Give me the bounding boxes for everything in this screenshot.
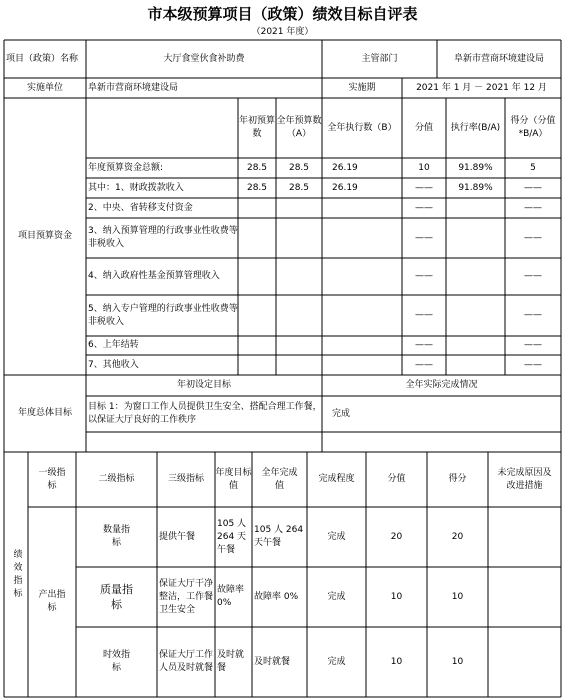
budget-section-label: 项目预算资金: [17, 231, 72, 241]
project-name: 大厅食堂伙食补助费: [163, 53, 245, 64]
goals-actual-text: 完成: [332, 408, 351, 419]
period-label: 实施期: [348, 82, 376, 93]
perf-degree: 完成: [327, 531, 346, 542]
period: 2021 年 1 月 － 2021 年 12 月: [416, 82, 547, 93]
budget-score: 10: [418, 162, 430, 173]
perf-got: 10: [451, 656, 464, 667]
budget-got: ——: [524, 182, 542, 193]
budget-rate: 91.89%: [458, 162, 493, 173]
perf-header-got: 得分: [448, 474, 467, 484]
perf-header-degree: 完成程度: [318, 474, 355, 484]
budget-score: ——: [415, 202, 433, 213]
impl-unit-label: 实施单位: [26, 82, 63, 93]
perf-reason: [488, 627, 561, 697]
perf-got: 10: [451, 591, 464, 602]
budget-row-label: 4、纳入政府性基金预算管理收入: [88, 271, 220, 281]
perf-target: 故障率 0%: [217, 585, 245, 608]
budget-score: ——: [415, 182, 433, 193]
budget-score: ——: [415, 310, 433, 320]
budget-executed: 26.19: [332, 182, 358, 193]
perf-reason: [488, 507, 561, 567]
perf-actual: 故障率 0%: [254, 591, 299, 602]
header-annual: 全年预算数（A）: [276, 116, 322, 139]
budget-got: ——: [524, 310, 542, 320]
perf-degree: 完成: [327, 591, 346, 602]
goals-section-label: 年度总体目标: [17, 408, 72, 418]
budget-score: ——: [415, 271, 433, 281]
budget-got: ——: [524, 271, 542, 281]
perf-actual: 及时就餐: [254, 656, 291, 667]
perf-level2: 时效指标: [102, 650, 130, 673]
perf-level3: 保证大厅工作人员及时就餐: [159, 650, 214, 673]
perf-target: 105 人 264 天午餐: [217, 518, 247, 555]
perf-level2: 数量指标: [102, 525, 130, 548]
perf-score: 10: [390, 591, 403, 602]
perf-actual: 105 人 264 天午餐: [254, 525, 304, 548]
budget-annual: 28.5: [288, 182, 310, 193]
header-initial: 年初预算数: [238, 116, 275, 139]
budget-row-label: 7、其他收入: [88, 359, 139, 370]
header-score: 分值: [414, 122, 433, 133]
header-executed: 全年执行数（B）: [327, 122, 397, 133]
perf-level3: 保证大厅干净整洁，工作餐卫生安全: [159, 578, 214, 615]
budget-initial: 28.5: [246, 162, 268, 173]
dept: 阜新市营商环境建设局: [453, 53, 544, 64]
budget-executed: 26.19: [332, 162, 358, 173]
budget-row-label: 2、中央、省转移支付资金: [88, 202, 193, 213]
perf-section-label: 绩效指标: [11, 548, 22, 601]
budget-row-label: 年度预算资金总额:: [88, 162, 164, 173]
budget-score: ——: [415, 232, 433, 243]
goals-actual-header: 全年实际完成情况: [405, 380, 478, 390]
budget-rate: 91.89%: [458, 182, 493, 193]
perf-header-level2: 二级指标: [98, 474, 135, 484]
perf-header-target: 年度目标值: [215, 467, 252, 491]
budget-row-label: 其中：1、财政拨款收入: [88, 182, 184, 193]
budget-row-label: 6、上年结转: [88, 340, 139, 350]
project-name-label: 项目（政策）名称: [6, 53, 79, 64]
perf-level3: 提供午餐: [159, 531, 196, 542]
page-subtitle: （2021 年度）: [251, 27, 314, 37]
perf-header-level3: 三级指标: [167, 474, 204, 484]
goals-initial-header: 年初设定目标: [176, 380, 231, 390]
perf-level2: 质量指标: [100, 583, 133, 611]
perf-header-score: 分值: [387, 474, 406, 484]
perf-header-actual: 全年完成值: [261, 467, 298, 491]
budget-score: ——: [415, 359, 433, 370]
perf-got: 20: [451, 531, 464, 542]
perf-target: 及时就餐: [217, 650, 245, 673]
perf-header-reason: 未完成原因及改进措施: [497, 467, 552, 491]
budget-annual: 28.5: [288, 162, 310, 173]
budget-row-label: 5、纳入专户管理的行政事业性收费等非税收入: [88, 303, 238, 327]
budget-got: 5: [530, 162, 536, 173]
impl-unit: 阜新市营商环境建设局: [88, 82, 179, 93]
goals-initial-text: 目标 1：为窗口工作人员提供卫生安全、搭配合理工作餐，以保证大厅良好的工作秩序: [88, 402, 322, 425]
perf-score: 20: [390, 531, 403, 542]
perf-level1-output: 产出指标: [38, 590, 66, 613]
budget-got: ——: [524, 340, 542, 350]
budget-row-label: 3、纳入预算管理的行政事业性收费等非税收入: [88, 226, 238, 249]
budget-initial: 28.5: [246, 182, 268, 193]
perf-reason: [488, 567, 561, 627]
header-got: 得分（分值*B/A）: [510, 116, 556, 139]
header-rate: 执行率(B/A): [450, 122, 501, 133]
budget-got: ——: [524, 202, 542, 213]
perf-score: 10: [390, 656, 403, 667]
budget-got: ——: [524, 232, 542, 243]
perf-header-level1: 一级指标: [38, 467, 66, 491]
budget-got: ——: [524, 359, 542, 370]
perf-degree: 完成: [327, 656, 346, 667]
page-title: 市本级预算项目（政策）绩效目标自评表: [147, 5, 418, 23]
dept-label: 主管部门: [361, 53, 398, 64]
budget-score: ——: [415, 340, 433, 350]
